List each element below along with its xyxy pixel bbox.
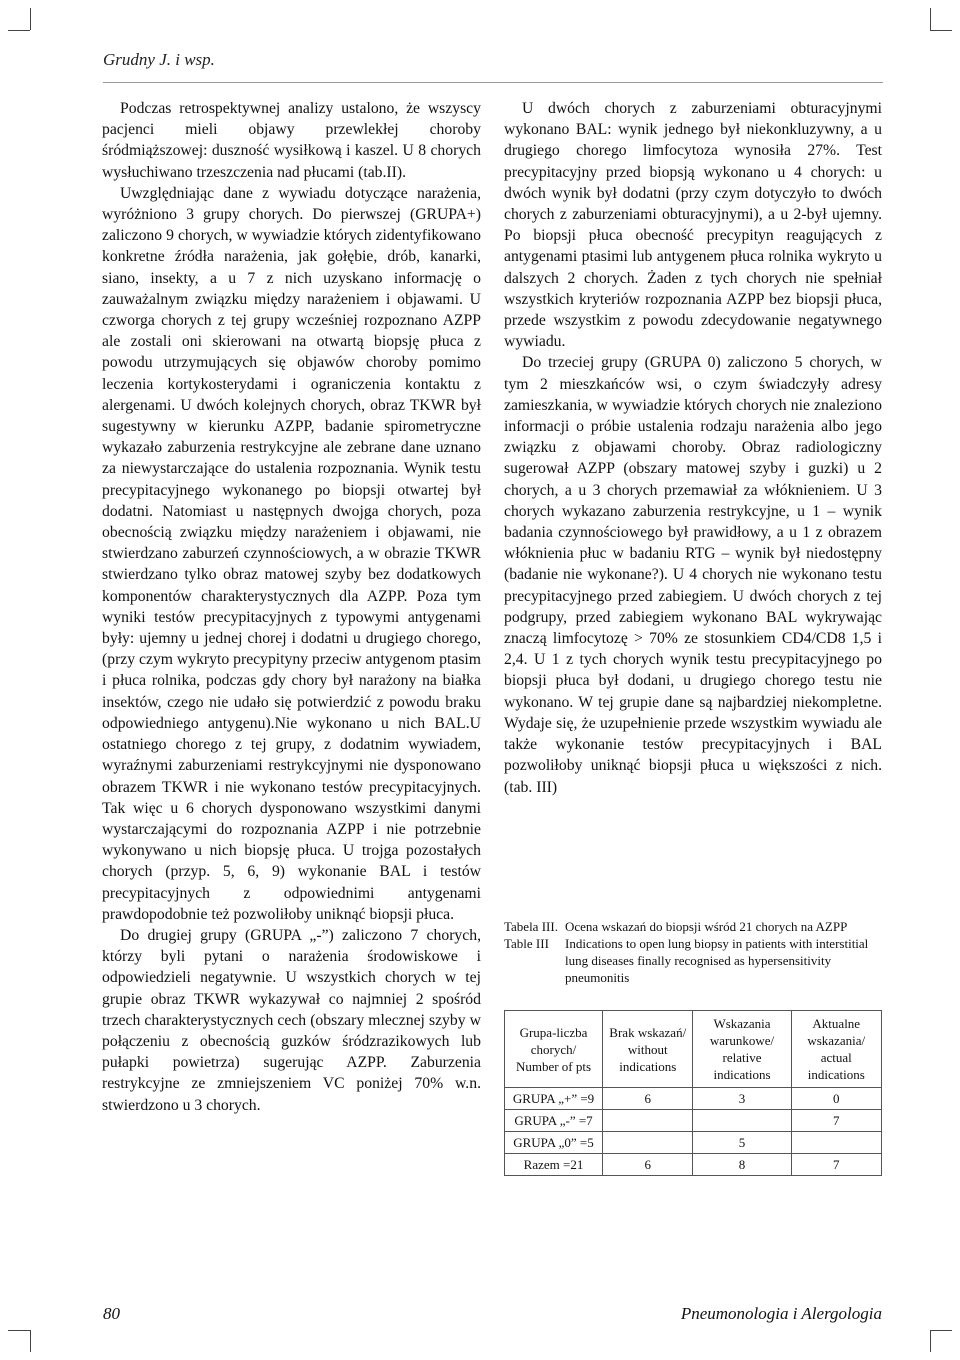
value-cell: 3 (693, 1088, 791, 1110)
table-row (505, 1088, 882, 1110)
caption-text: Indications to open lung biopsy in patients with interstitial lung diseases finally recognised as hypersensitivity pneumonitis (565, 936, 869, 985)
header-cell: Brak wskazań/ without indications (603, 1011, 693, 1088)
value-cell (791, 1132, 882, 1154)
table-row (505, 1132, 882, 1154)
crop-mark (930, 1330, 931, 1352)
value-cell: 7 (791, 1154, 882, 1176)
crop-mark (30, 1330, 31, 1352)
running-head: Grudny J. i wsp. (103, 50, 215, 69)
value-cell (603, 1132, 693, 1154)
crop-mark (930, 1330, 952, 1331)
value-cell: 0 (791, 1088, 882, 1110)
crop-mark (30, 8, 31, 30)
group-cell: GRUPA „0” =5 (505, 1132, 603, 1154)
caption-english (504, 935, 882, 986)
group-cell: GRUPA „-” =7 (505, 1110, 603, 1132)
table-header-row (505, 1011, 882, 1088)
header-cell: Grupa-liczba chorych/ Number of pts (505, 1011, 603, 1088)
group-cell: GRUPA „+” =9 (505, 1088, 603, 1110)
header-cell: Wskazania warunkowe/ relative indications (693, 1011, 791, 1088)
table-total-row (505, 1154, 882, 1176)
paragraph: Uwzględniając dane z wywiadu dotyczące narażenia, wyróżniono 3 grupy chorych. Do pierwszej (GRUPA+) zaliczono 9 chorych, w wywiadzie których zidentyfikowano konkretne źródła narażenia, jak gołębie, drób, kanarki, siano, insekty, a u 7 z nich uzyskano informację o zauważalnym związku między narażeniem i objawami. U czworga chorych z tej grupy wcześniej rozpoznano AZPP ale zostali oni skierowani na otwartą biopsję płuca z powodu utrzymujących się objawów choroby pomimo leczenia kortykosterydami i ograniczenia kontaktu z alergenami. U dwóch kolejnych chorych, obraz TKWR był sugestywny w kierunku AZPP, badanie spirometryczne wykazało zaburzenia restrykcyjne ale zebrane dane uznano za niewystarczające do ustalenia rozpoznania. Wynik testu precypitacyjnego wykonanego po biopsji otwartej był dodatni. Natomiast u następnych dwojga chorych, poza obecnością związku między narażeniem i objawami, nie stwierdzano zaburzeń czynnościowych, a w obrazie TKWR stwierdzano tylko obraz matowej szyby bez dodatkowych komponentów charakterystycznych dla AZPP. Poza tym wyniki testów precypitacyjnych z typowymi antygenami były: ujemny u jednej chorej i dodatni u drugiego chorego, (przy czym wykryto precypityny przeciw antygenom ptasim i płuca rolnika, podczas gdy chory był narażony na białka insektów, czego nie udało się potwierdzić z powodu braku odpowiedniego antygenu).Nie wykonano u nich BAL.U ostatniego chorego z tej grupy, z dodatnim wywiadem, wyraźnymi zaburzeniami restrykcyjnymi nie dysponowano obrazem TKWR i nie wykonano testów precypitacyjnych. Tak więc u 6 chorych dysponowano wszystkimi danymi wystarczającymi do rozpoznania AZPP i nie potrzebnie wykonywano u nich biopsję płuca. U trojga pozostałych chorych (przyp. 5, 6, 9) wykonanie BAL i testów precypitacyjnych z odpowiednimi antygenami prawdopodobnie też pozwoliłoby uniknąć biopsji płuca. (102, 184, 481, 923)
caption-label: Table III (504, 936, 549, 951)
caption-polish (504, 918, 882, 935)
header-cell: Aktualne wskazania/ actual indications (791, 1011, 882, 1088)
value-cell: 8 (693, 1154, 791, 1176)
crop-mark (8, 30, 30, 31)
paragraph: Podczas retrospektywnej analizy ustalono, że wszyscy pacjenci mieli objawy przewlekłej choroby śródmiąższowej: duszność wysiłkową i kaszel. U 8 chorych wysłuchiwano trzeszczenia nad płucami (tab.II). (102, 100, 481, 181)
crop-mark (930, 30, 952, 31)
crop-mark (8, 1330, 30, 1331)
crop-mark (930, 8, 931, 30)
value-cell (603, 1110, 693, 1132)
left-column (102, 98, 481, 1116)
caption-text: Ocena wskazań do biopsji wśród 21 chorych na AZPP (565, 919, 848, 934)
journal-name: Pneumonologia i Alergologia (680, 1304, 882, 1323)
table-caption (504, 918, 882, 986)
group-cell: Razem =21 (505, 1154, 603, 1176)
page-number: 80 (103, 1304, 120, 1323)
caption-label: Tabela III. (504, 919, 558, 934)
right-column (504, 98, 882, 798)
value-cell (693, 1110, 791, 1132)
value-cell: 6 (603, 1154, 693, 1176)
paragraph: Do trzeciej grupy (GRUPA 0) zaliczono 5 chorych, w tym 2 mieszkańców wsi, o czym świadczyły adresy zamieszkania, w wywiadzie których chorych nie znaleziono informacji o próbie ustalenia rodzaju narażenia albo jego związku z objawami choroby. Obraz radiologiczny sugerował AZPP (obszary matowej szyby i guzki) u 2 chorych, a u 3 chorych przemawiał za włóknieniem. U 3 chorych wykazano zaburzenia restrykcyjne, u 1 – wynik badania czynnościowego był prawidłowy, a u 1 z obrazem włóknienia płuc w badaniu RTG – wynik był niedostępny (badanie nie wykonane?). U 4 chorych nie wykonano testu precypitacyjnego przed zabiegiem. U dwóch chorych z tej podgrupy, przed zabiegiem wykonano BAL wykrywając znaczą limfocytozę > 70% ze stosunkiem CD4/CD8 1,5 i 2,4. U 1 z tych chorych wynik testu precypitacyjnego po biopsji płuca był dodani, u drugiego chorego testu nie wykonano. W tej grupie dane są najbardziej niekompletne. Wydaje się, że uzupełnienie przede wszystkim wywiadu ale także wykonanie testów precypitacyjnych i BAL pozwoliłoby uniknąć biopsji płuca u większości z nich. (tab. III) (504, 354, 882, 796)
paragraph: Do drugiej grupy (GRUPA „-”) zaliczono 7 chorych, którzy byli pytani o narażenia środowiskowe i odpowiedzieli negatywnie. U wszystkich chorych w tej grupie obraz TKWR wykazywał co najmniej 2 spośród trzech charakterystycznych cech (obszary mlecznej szyby w połączeniu z obecnością guzków śródzrazikowych lub pułapki powietrza) sugerując AZPP. Zaburzenia restrykcyjne ze zmniejszeniem VC poniżej 70% w.n. stwierdzono u 3 chorych. (102, 926, 481, 1114)
value-cell: 5 (693, 1132, 791, 1154)
value-cell: 6 (603, 1088, 693, 1110)
paragraph: U dwóch chorych z zaburzeniami obturacyjnymi wykonano BAL: wynik jednego był niekonkluzywny, a u drugiego chorego limfocytoza wynosiła 27%. Test precypitacyjny przed biopsją wykonano u 4 chorych: u dwóch wynik był dodatni (przy czym dotyczyło to dwóch chorych z zaburzeniami obturacyjnymi), a u 2-był ujemny. Po biopsji płuca obecność precypityn reagujących z antygenami ptasimi lub antygenem płuca rolnika wykryto u dalszych 2 chorych. Żaden z tych chorych nie spełniał wszystkich kryteriów rozpoznania AZPP bez biopsji płuca, przede wszystkim z powodu zdecydowanie negatywnego wywiadu. (504, 100, 882, 351)
header-rule (103, 82, 883, 83)
value-cell: 7 (791, 1110, 882, 1132)
table-row (505, 1110, 882, 1132)
indications-table (504, 1010, 882, 1176)
